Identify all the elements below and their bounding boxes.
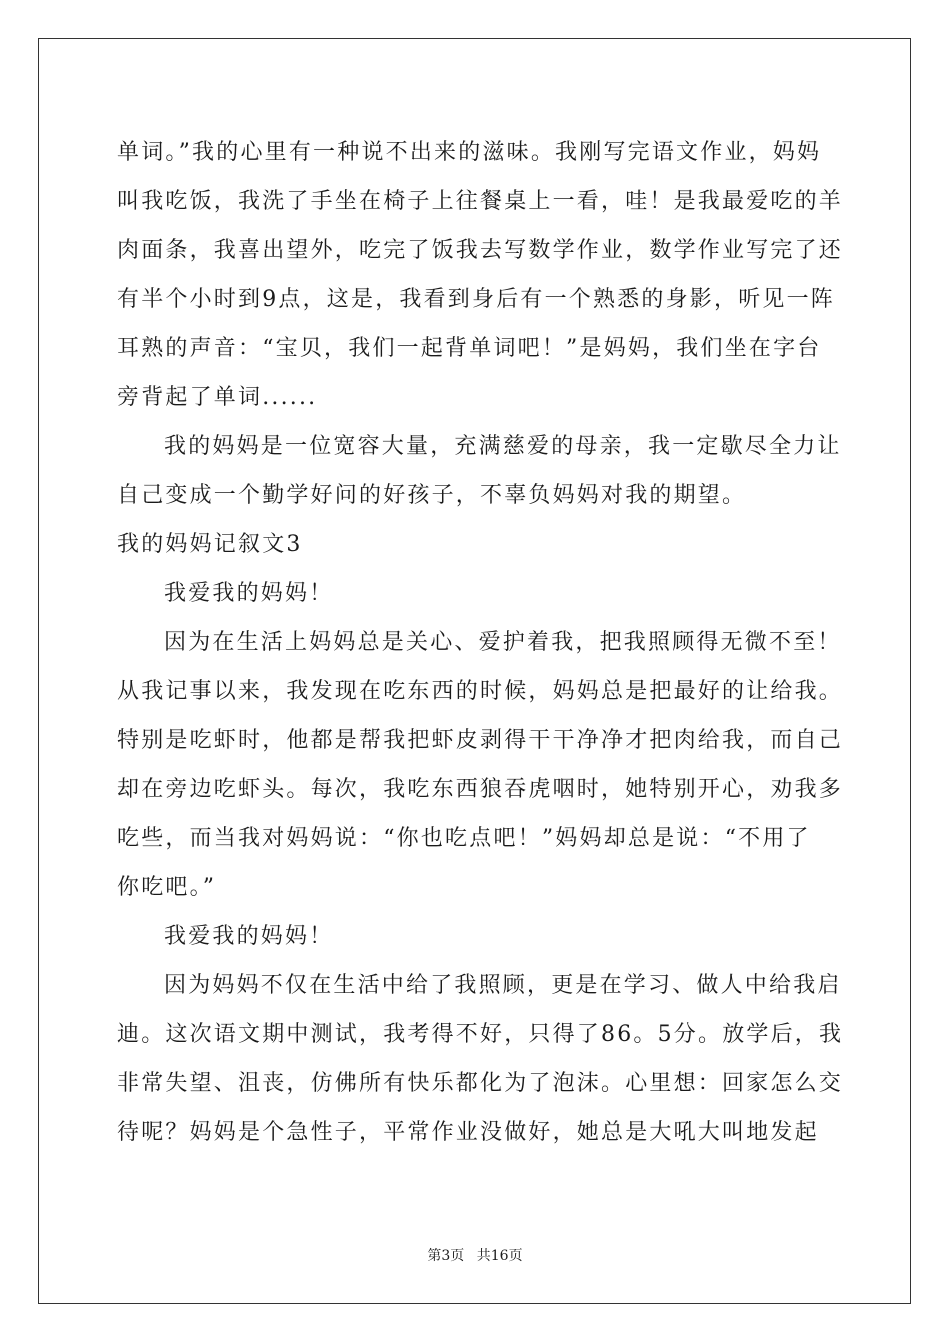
text-line: 旁背起了单词......	[117, 385, 318, 410]
text-line: 从我记事以来，我发现在吃东西的时候，妈妈总是把最好的让给我。	[117, 679, 844, 704]
page-footer	[0, 1245, 950, 1265]
text-line: 特别是吃虾时，他都是帮我把虾皮剥得干干净净才把肉给我，而自己	[117, 728, 844, 753]
page-total: 共16页	[476, 1248, 523, 1264]
text-line: 却在旁边吃虾头。每次，我吃东西狼吞虎咽时，她特别开心，劝我多	[117, 777, 844, 802]
text-line: 自己变成一个勤学好问的好孩子，不辜负妈妈对我的期望。	[117, 483, 747, 508]
paragraph-start: 我爱我的妈妈！	[164, 924, 334, 949]
text-line: 肉面条，我喜出望外，吃完了饭我去写数学作业，数学作业写完了还	[117, 238, 844, 263]
text-line: 待呢？妈妈是个急性子，平常作业没做好，她总是大吼大叫地发起	[117, 1120, 819, 1145]
text-line: 单词。”我的心里有一种说不出来的滋味。我刚写完语文作业，妈妈	[117, 140, 822, 165]
text-line: 有半个小时到9点，这是，我看到身后有一个熟悉的身影，听见一阵	[117, 287, 835, 312]
text-line: 迪。这次语文期中测试，我考得不好，只得了86。5分。放学后，我	[117, 1022, 844, 1047]
paragraph-start: 因为妈妈不仅在生活中给了我照顾，更是在学习、做人中给我启	[164, 973, 842, 998]
paragraph-start: 我爱我的妈妈！	[164, 581, 334, 606]
document-body	[117, 128, 844, 1157]
paragraph-start: 我的妈妈是一位宽容大量，充满慈爱的母亲，我一定歇尽全力让	[164, 434, 842, 459]
page-number: 第3页	[427, 1248, 465, 1264]
text-line: 耳熟的声音：“宝贝，我们一起背单词吧！”是妈妈，我们坐在字台	[117, 336, 822, 361]
text-line: 叫我吃饭，我洗了手坐在椅子上往餐桌上一看，哇！是我最爱吃的羊	[117, 189, 844, 214]
text-line: 你吃吧。”	[117, 875, 217, 900]
text-line: 吃些，而当我对妈妈说：“你也吃点吧！”妈妈却总是说：“不用了	[117, 826, 811, 851]
text-line: 非常失望、沮丧，仿佛所有快乐都化为了泡沫。心里想：回家怎么交	[117, 1071, 844, 1096]
section-heading: 我的妈妈记叙文3	[117, 532, 303, 557]
paragraph-start: 因为在生活上妈妈总是关心、爱护着我，把我照顾得无微不至！	[164, 630, 842, 655]
